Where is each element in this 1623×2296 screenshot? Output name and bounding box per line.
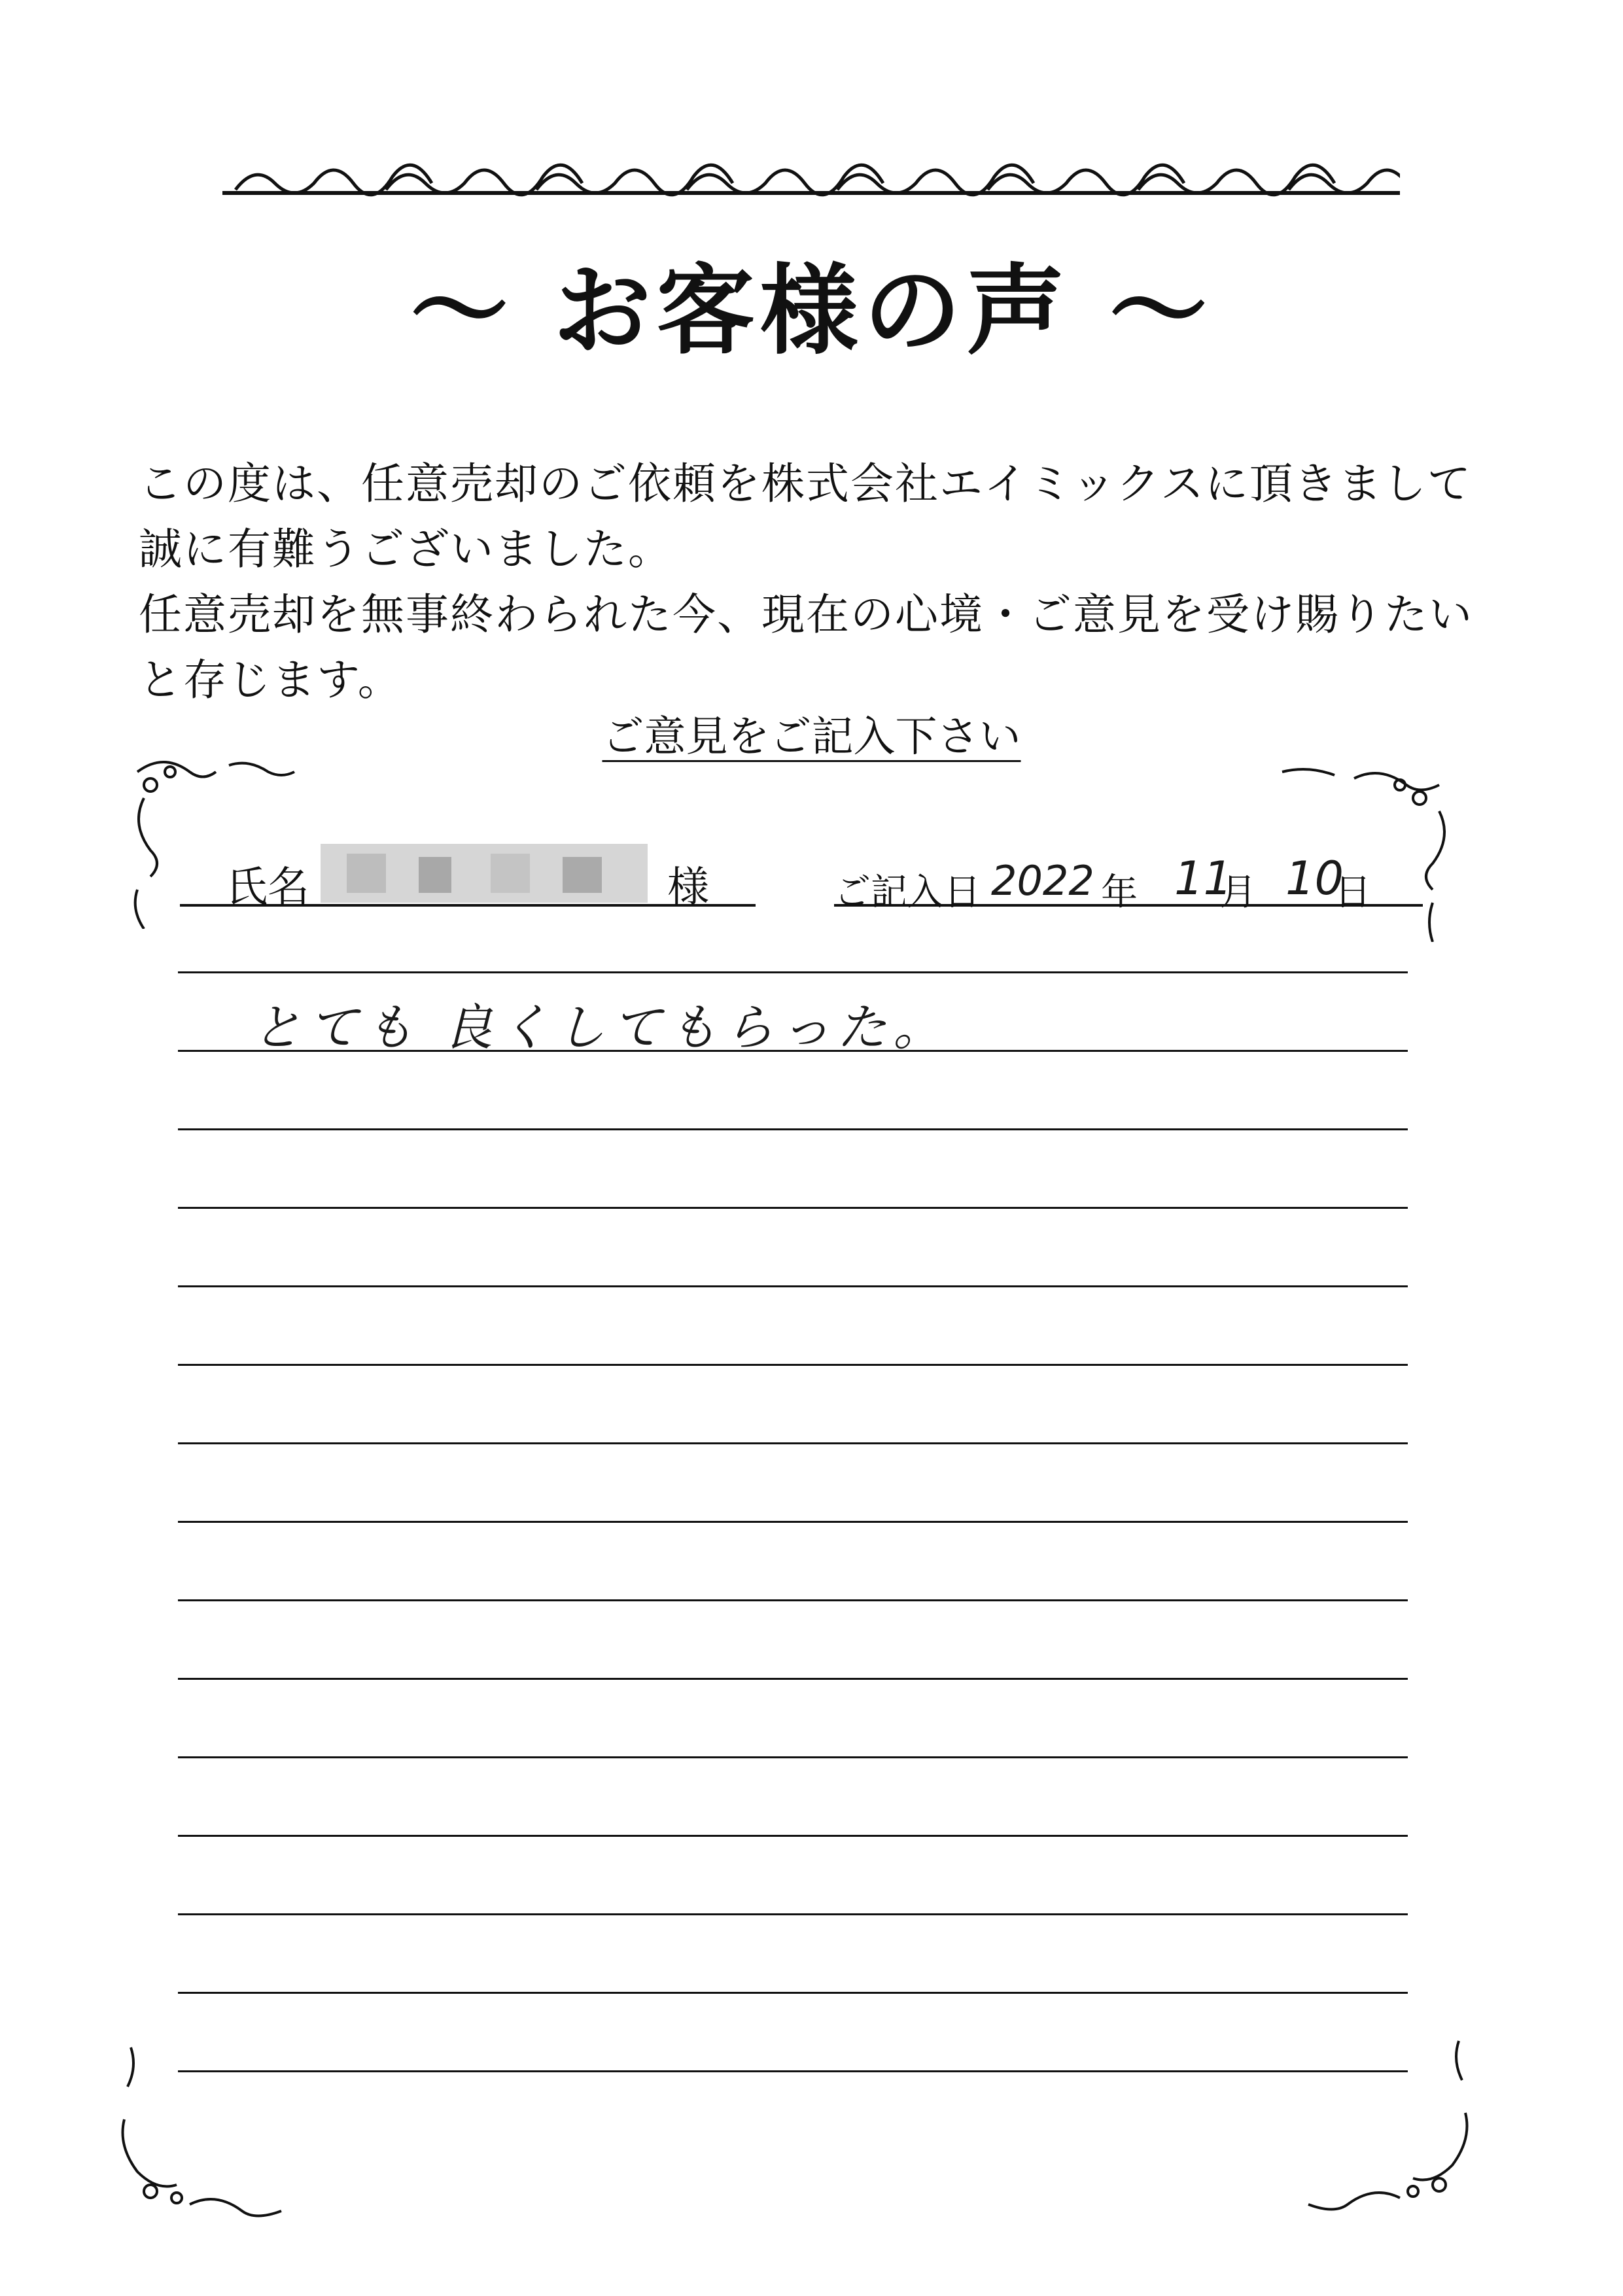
intro-line: この度は、任意売却のご依頼を株式会社エイミックスに頂きまして (139, 459, 1473, 509)
intro-text (139, 451, 1512, 713)
name-label: 氏名 (226, 863, 309, 912)
ruled-line (178, 1678, 1408, 1680)
intro-line: 誠に有難うございました。 (139, 524, 672, 574)
decorative-top-border (222, 157, 1400, 203)
name-date-row (180, 844, 1488, 914)
ruled-line (178, 1756, 1408, 1758)
date-day-value: 10 (1285, 852, 1344, 905)
ruled-line (178, 2070, 1408, 2072)
intro-line: 任意売却を無事終わられた今、現在の心境・ご意見を受け賜りたい (139, 589, 1473, 640)
corner-ornament-bottom-left (111, 2041, 294, 2224)
ruled-line (178, 1599, 1408, 1601)
ruled-line (178, 1913, 1408, 1915)
ruled-line (178, 1207, 1408, 1209)
date-month-unit: 月 (1220, 871, 1257, 914)
instruction-text: ご意見をご記入下さい (602, 713, 1021, 761)
intro-line: と存じます。 (139, 655, 402, 705)
ruled-line (178, 1835, 1408, 1837)
date-label: ご記入日 (834, 871, 981, 914)
date-month-value: 11 (1174, 852, 1233, 905)
redacted-name (321, 844, 648, 903)
page-title: ～ お客様の声 ～ (410, 253, 1213, 368)
corner-ornament-bottom-right (1295, 2034, 1478, 2218)
date-year-value: 2022 (991, 857, 1094, 905)
ruled-line (178, 1285, 1408, 1287)
ruled-line (178, 1992, 1408, 1994)
ruled-line (178, 1442, 1408, 1444)
ruled-line (178, 971, 1408, 973)
ruled-line (178, 1521, 1408, 1523)
date-day-unit: 日 (1335, 871, 1371, 914)
ruled-line (178, 1128, 1408, 1130)
honorific-label: 様 (667, 863, 709, 912)
ruled-line (178, 1364, 1408, 1366)
date-year-unit: 年 (1101, 871, 1138, 914)
handwritten-comment: とても 良くしてもらった。 (252, 998, 950, 1056)
